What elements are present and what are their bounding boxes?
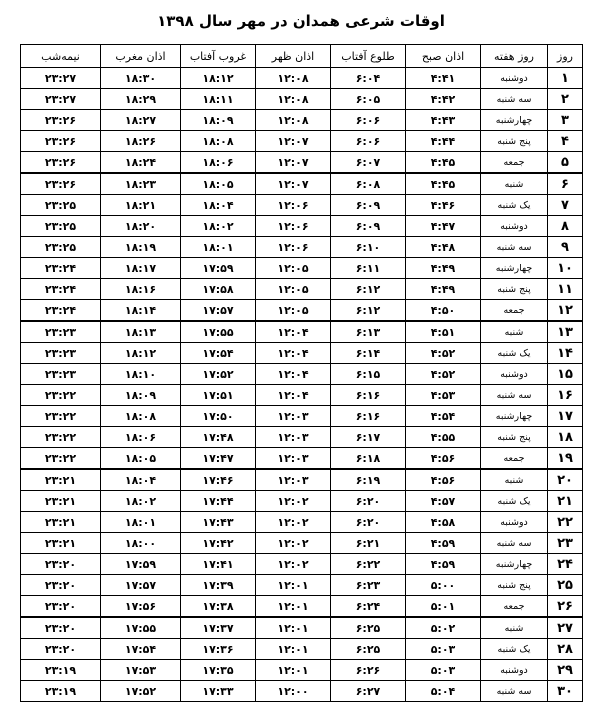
day-cell: ۳۰: [548, 681, 583, 702]
dhuhr-cell: ۱۲:۰۴: [256, 364, 331, 385]
midnight-cell: ۲۳:۲۴: [21, 258, 101, 279]
dhuhr-cell: ۱۲:۰۴: [256, 385, 331, 406]
fajr-cell: ۴:۴۸: [406, 237, 481, 258]
fajr-cell: ۴:۵۵: [406, 427, 481, 448]
sunset-cell: ۱۷:۵۸: [181, 279, 256, 300]
day-cell: ۱۷: [548, 406, 583, 427]
fajr-cell: ۴:۴۷: [406, 216, 481, 237]
midnight-cell: ۲۳:۲۱: [21, 469, 101, 491]
dhuhr-cell: ۱۲:۰۵: [256, 258, 331, 279]
dhuhr-cell: ۱۲:۰۱: [256, 617, 331, 639]
midnight-cell: ۲۳:۲۰: [21, 596, 101, 618]
dhuhr-cell: ۱۲:۰۲: [256, 491, 331, 512]
weekday-cell: چهارشنبه: [481, 110, 548, 131]
midnight-cell: ۲۳:۲۲: [21, 406, 101, 427]
table-row: [21, 131, 583, 152]
sunrise-cell: ۶:۱۶: [331, 385, 406, 406]
fajr-cell: ۴:۵۲: [406, 343, 481, 364]
sunrise-cell: ۶:۲۱: [331, 533, 406, 554]
sunrise-cell: ۶:۱۷: [331, 427, 406, 448]
weekday-cell: شنبه: [481, 321, 548, 343]
column-header-midnight: نیمه‌شب: [21, 45, 101, 68]
fajr-cell: ۴:۵۳: [406, 385, 481, 406]
weekday-cell: جمعه: [481, 596, 548, 618]
sunset-cell: ۱۸:۰۴: [181, 195, 256, 216]
prayer-times-table: [20, 44, 583, 702]
weekday-cell: جمعه: [481, 448, 548, 470]
midnight-cell: ۲۳:۲۷: [21, 89, 101, 110]
fajr-cell: ۴:۵۷: [406, 491, 481, 512]
table-row: [21, 237, 583, 258]
sunset-cell: ۱۷:۵۹: [181, 258, 256, 279]
fajr-cell: ۴:۵۲: [406, 364, 481, 385]
weekday-cell: دوشنبه: [481, 216, 548, 237]
sunrise-cell: ۶:۰۴: [331, 68, 406, 89]
weekday-cell: دوشنبه: [481, 68, 548, 89]
sunrise-cell: ۶:۱۰: [331, 237, 406, 258]
maghrib-cell: ۱۸:۰۴: [101, 469, 181, 491]
day-cell: ۶: [548, 173, 583, 195]
day-cell: ۱۵: [548, 364, 583, 385]
table-row: [21, 681, 583, 702]
table-body: [21, 68, 583, 702]
table-row: [21, 596, 583, 618]
maghrib-cell: ۱۸:۲۱: [101, 195, 181, 216]
day-cell: ۵: [548, 152, 583, 174]
day-cell: ۱۹: [548, 448, 583, 470]
fajr-cell: ۵:۰۲: [406, 617, 481, 639]
maghrib-cell: ۱۸:۲۶: [101, 131, 181, 152]
table-row: [21, 152, 583, 174]
midnight-cell: ۲۳:۲۰: [21, 617, 101, 639]
dhuhr-cell: ۱۲:۰۴: [256, 343, 331, 364]
maghrib-cell: ۱۸:۱۹: [101, 237, 181, 258]
fajr-cell: ۴:۵۶: [406, 448, 481, 470]
column-header-maghrib: اذان مغرب: [101, 45, 181, 68]
sunset-cell: ۱۷:۴۲: [181, 533, 256, 554]
day-cell: ۲۳: [548, 533, 583, 554]
sunrise-cell: ۶:۱۹: [331, 469, 406, 491]
maghrib-cell: ۱۸:۰۹: [101, 385, 181, 406]
fajr-cell: ۴:۴۳: [406, 110, 481, 131]
fajr-cell: ۵:۰۳: [406, 660, 481, 681]
weekday-cell: چهارشنبه: [481, 554, 548, 575]
weekday-cell: دوشنبه: [481, 512, 548, 533]
sunset-cell: ۱۸:۰۸: [181, 131, 256, 152]
sunrise-cell: ۶:۱۲: [331, 279, 406, 300]
weekday-cell: پنج شنبه: [481, 131, 548, 152]
table-row: [21, 660, 583, 681]
weekday-cell: چهارشنبه: [481, 406, 548, 427]
day-cell: ۷: [548, 195, 583, 216]
fajr-cell: ۴:۵۴: [406, 406, 481, 427]
sunset-cell: ۱۷:۵۵: [181, 321, 256, 343]
dhuhr-cell: ۱۲:۰۸: [256, 68, 331, 89]
table-row: [21, 639, 583, 660]
fajr-cell: ۴:۵۹: [406, 533, 481, 554]
maghrib-cell: ۱۷:۵۷: [101, 575, 181, 596]
sunrise-cell: ۶:۰۶: [331, 131, 406, 152]
day-cell: ۱۰: [548, 258, 583, 279]
sunset-cell: ۱۸:۰۹: [181, 110, 256, 131]
weekday-cell: یک شنبه: [481, 195, 548, 216]
weekday-cell: شنبه: [481, 173, 548, 195]
day-cell: ۱۶: [548, 385, 583, 406]
maghrib-cell: ۱۸:۱۴: [101, 300, 181, 322]
sunrise-cell: ۶:۲۵: [331, 617, 406, 639]
dhuhr-cell: ۱۲:۰۷: [256, 173, 331, 195]
fajr-cell: ۴:۴۴: [406, 131, 481, 152]
maghrib-cell: ۱۸:۰۶: [101, 427, 181, 448]
dhuhr-cell: ۱۲:۰۱: [256, 639, 331, 660]
dhuhr-cell: ۱۲:۰۲: [256, 533, 331, 554]
midnight-cell: ۲۳:۲۳: [21, 343, 101, 364]
day-cell: ۲۲: [548, 512, 583, 533]
table-row: [21, 110, 583, 131]
table-row: [21, 533, 583, 554]
sunrise-cell: ۶:۲۴: [331, 596, 406, 618]
maghrib-cell: ۱۸:۱۳: [101, 321, 181, 343]
sunset-cell: ۱۷:۴۳: [181, 512, 256, 533]
maghrib-cell: ۱۷:۵۲: [101, 681, 181, 702]
day-cell: ۲۸: [548, 639, 583, 660]
weekday-cell: دوشنبه: [481, 660, 548, 681]
fajr-cell: ۴:۴۶: [406, 195, 481, 216]
sunset-cell: ۱۷:۴۱: [181, 554, 256, 575]
sunrise-cell: ۶:۰۶: [331, 110, 406, 131]
day-cell: ۲۱: [548, 491, 583, 512]
day-cell: ۳: [548, 110, 583, 131]
dhuhr-cell: ۱۲:۰۳: [256, 427, 331, 448]
midnight-cell: ۲۳:۲۶: [21, 131, 101, 152]
dhuhr-cell: ۱۲:۰۵: [256, 279, 331, 300]
fajr-cell: ۴:۴۵: [406, 173, 481, 195]
sunset-cell: ۱۷:۵۰: [181, 406, 256, 427]
midnight-cell: ۲۳:۲۲: [21, 385, 101, 406]
midnight-cell: ۲۳:۲۲: [21, 448, 101, 470]
sunrise-cell: ۶:۰۹: [331, 195, 406, 216]
fajr-cell: ۴:۴۲: [406, 89, 481, 110]
day-cell: ۲۴: [548, 554, 583, 575]
day-cell: ۱۴: [548, 343, 583, 364]
weekday-cell: دوشنبه: [481, 364, 548, 385]
sunrise-cell: ۶:۲۲: [331, 554, 406, 575]
fajr-cell: ۵:۰۴: [406, 681, 481, 702]
midnight-cell: ۲۳:۲۵: [21, 216, 101, 237]
sunrise-cell: ۶:۰۸: [331, 173, 406, 195]
midnight-cell: ۲۳:۲۳: [21, 364, 101, 385]
midnight-cell: ۲۳:۲۷: [21, 68, 101, 89]
day-cell: ۱۱: [548, 279, 583, 300]
sunrise-cell: ۶:۲۳: [331, 575, 406, 596]
table-row: [21, 385, 583, 406]
maghrib-cell: ۱۸:۰۸: [101, 406, 181, 427]
sunset-cell: ۱۸:۰۲: [181, 216, 256, 237]
midnight-cell: ۲۳:۲۳: [21, 321, 101, 343]
weekday-cell: شنبه: [481, 469, 548, 491]
weekday-cell: جمعه: [481, 300, 548, 322]
day-cell: ۲۹: [548, 660, 583, 681]
day-cell: ۲: [548, 89, 583, 110]
sunset-cell: ۱۷:۳۳: [181, 681, 256, 702]
day-cell: ۲۶: [548, 596, 583, 618]
table-row: [21, 364, 583, 385]
dhuhr-cell: ۱۲:۰۷: [256, 152, 331, 174]
dhuhr-cell: ۱۲:۰۶: [256, 216, 331, 237]
sunrise-cell: ۶:۲۶: [331, 660, 406, 681]
weekday-cell: سه شنبه: [481, 533, 548, 554]
sunset-cell: ۱۷:۳۶: [181, 639, 256, 660]
dhuhr-cell: ۱۲:۰۳: [256, 406, 331, 427]
maghrib-cell: ۱۷:۵۵: [101, 617, 181, 639]
sunset-cell: ۱۷:۴۶: [181, 469, 256, 491]
sunset-cell: ۱۸:۰۶: [181, 152, 256, 174]
dhuhr-cell: ۱۲:۰۱: [256, 575, 331, 596]
weekday-cell: چهارشنبه: [481, 258, 548, 279]
column-header-sunset: غروب آفتاب: [181, 45, 256, 68]
midnight-cell: ۲۳:۲۱: [21, 512, 101, 533]
sunrise-cell: ۶:۱۸: [331, 448, 406, 470]
midnight-cell: ۲۳:۲۶: [21, 173, 101, 195]
day-cell: ۲۵: [548, 575, 583, 596]
sunset-cell: ۱۷:۴۴: [181, 491, 256, 512]
dhuhr-cell: ۱۲:۰۳: [256, 448, 331, 470]
fajr-cell: ۴:۴۵: [406, 152, 481, 174]
sunset-cell: ۱۷:۵۱: [181, 385, 256, 406]
maghrib-cell: ۱۸:۱۰: [101, 364, 181, 385]
fajr-cell: ۴:۵۰: [406, 300, 481, 322]
dhuhr-cell: ۱۲:۰۶: [256, 237, 331, 258]
sunset-cell: ۱۷:۳۹: [181, 575, 256, 596]
midnight-cell: ۲۳:۱۹: [21, 681, 101, 702]
sunset-cell: ۱۸:۰۱: [181, 237, 256, 258]
table-row: [21, 406, 583, 427]
maghrib-cell: ۱۸:۲۷: [101, 110, 181, 131]
table-row: [21, 258, 583, 279]
column-header-day: روز: [548, 45, 583, 68]
weekday-cell: یک شنبه: [481, 491, 548, 512]
sunrise-cell: ۶:۱۲: [331, 300, 406, 322]
maghrib-cell: ۱۸:۰۱: [101, 512, 181, 533]
page-title: اوقات شرعی همدان در مهر سال ۱۳۹۸: [157, 12, 445, 30]
maghrib-cell: ۱۸:۲۳: [101, 173, 181, 195]
table-row: [21, 469, 583, 491]
weekday-cell: سه شنبه: [481, 89, 548, 110]
sunrise-cell: ۶:۰۹: [331, 216, 406, 237]
table-row: [21, 195, 583, 216]
maghrib-cell: ۱۷:۵۹: [101, 554, 181, 575]
sunrise-cell: ۶:۲۰: [331, 491, 406, 512]
fajr-cell: ۴:۵۸: [406, 512, 481, 533]
weekday-cell: جمعه: [481, 152, 548, 174]
weekday-cell: یک شنبه: [481, 639, 548, 660]
fajr-cell: ۴:۴۱: [406, 68, 481, 89]
sunrise-cell: ۶:۲۵: [331, 639, 406, 660]
table-row: [21, 575, 583, 596]
fajr-cell: ۴:۴۹: [406, 279, 481, 300]
weekday-cell: سه شنبه: [481, 237, 548, 258]
midnight-cell: ۲۳:۲۱: [21, 533, 101, 554]
dhuhr-cell: ۱۲:۰۸: [256, 89, 331, 110]
table-row: [21, 173, 583, 195]
sunset-cell: ۱۷:۳۵: [181, 660, 256, 681]
fajr-cell: ۴:۵۶: [406, 469, 481, 491]
sunrise-cell: ۶:۱۵: [331, 364, 406, 385]
sunrise-cell: ۶:۲۷: [331, 681, 406, 702]
table-row: [21, 68, 583, 89]
dhuhr-cell: ۱۲:۰۳: [256, 469, 331, 491]
table-row: [21, 427, 583, 448]
maghrib-cell: ۱۷:۵۳: [101, 660, 181, 681]
sunrise-cell: ۶:۰۵: [331, 89, 406, 110]
table-row: [21, 216, 583, 237]
day-cell: ۱۲: [548, 300, 583, 322]
table-row: [21, 617, 583, 639]
weekday-cell: سه شنبه: [481, 385, 548, 406]
maghrib-cell: ۱۸:۱۶: [101, 279, 181, 300]
midnight-cell: ۲۳:۲۶: [21, 152, 101, 174]
sunrise-cell: ۶:۱۶: [331, 406, 406, 427]
header-row: [21, 45, 583, 68]
day-cell: ۴: [548, 131, 583, 152]
table-row: [21, 448, 583, 470]
sunset-cell: ۱۷:۳۸: [181, 596, 256, 618]
weekday-cell: پنج شنبه: [481, 575, 548, 596]
table-row: [21, 554, 583, 575]
dhuhr-cell: ۱۲:۰۰: [256, 681, 331, 702]
sunset-cell: ۱۸:۱۱: [181, 89, 256, 110]
dhuhr-cell: ۱۲:۰۱: [256, 660, 331, 681]
dhuhr-cell: ۱۲:۰۴: [256, 321, 331, 343]
dhuhr-cell: ۱۲:۰۲: [256, 554, 331, 575]
day-cell: ۸: [548, 216, 583, 237]
midnight-cell: ۲۳:۲۵: [21, 237, 101, 258]
table-row: [21, 300, 583, 322]
dhuhr-cell: ۱۲:۰۶: [256, 195, 331, 216]
day-cell: ۱۸: [548, 427, 583, 448]
sunrise-cell: ۶:۱۳: [331, 321, 406, 343]
table-row: [21, 343, 583, 364]
fajr-cell: ۴:۵۱: [406, 321, 481, 343]
midnight-cell: ۲۳:۲۶: [21, 110, 101, 131]
midnight-cell: ۲۳:۲۴: [21, 300, 101, 322]
sunset-cell: ۱۷:۵۲: [181, 364, 256, 385]
midnight-cell: ۲۳:۲۵: [21, 195, 101, 216]
day-cell: ۹: [548, 237, 583, 258]
dhuhr-cell: ۱۲:۰۸: [256, 110, 331, 131]
midnight-cell: ۲۳:۲۰: [21, 639, 101, 660]
column-header-dhuhr: اذان ظهر: [256, 45, 331, 68]
maghrib-cell: ۱۷:۵۴: [101, 639, 181, 660]
midnight-cell: ۲۳:۱۹: [21, 660, 101, 681]
column-header-sunrise: طلوع آفتاب: [331, 45, 406, 68]
sunset-cell: ۱۷:۴۷: [181, 448, 256, 470]
sunset-cell: ۱۷:۵۷: [181, 300, 256, 322]
sunset-cell: ۱۷:۵۴: [181, 343, 256, 364]
dhuhr-cell: ۱۲:۰۷: [256, 131, 331, 152]
midnight-cell: ۲۳:۲۴: [21, 279, 101, 300]
midnight-cell: ۲۳:۲۰: [21, 575, 101, 596]
weekday-cell: یک شنبه: [481, 343, 548, 364]
midnight-cell: ۲۳:۲۲: [21, 427, 101, 448]
weekday-cell: پنج شنبه: [481, 279, 548, 300]
day-cell: ۱: [548, 68, 583, 89]
column-header-weekday: روز هفته: [481, 45, 548, 68]
table-row: [21, 321, 583, 343]
fajr-cell: ۵:۰۳: [406, 639, 481, 660]
sunrise-cell: ۶:۲۰: [331, 512, 406, 533]
sunset-cell: ۱۷:۴۸: [181, 427, 256, 448]
sunset-cell: ۱۸:۰۵: [181, 173, 256, 195]
day-cell: ۲۰: [548, 469, 583, 491]
column-header-fajr: اذان صبح: [406, 45, 481, 68]
sunset-cell: ۱۷:۳۷: [181, 617, 256, 639]
table-row: [21, 512, 583, 533]
midnight-cell: ۲۳:۲۱: [21, 491, 101, 512]
maghrib-cell: ۱۸:۱۷: [101, 258, 181, 279]
maghrib-cell: ۱۸:۰۵: [101, 448, 181, 470]
weekday-cell: سه شنبه: [481, 681, 548, 702]
weekday-cell: شنبه: [481, 617, 548, 639]
sunrise-cell: ۶:۰۷: [331, 152, 406, 174]
fajr-cell: ۴:۵۹: [406, 554, 481, 575]
maghrib-cell: ۱۸:۲۴: [101, 152, 181, 174]
maghrib-cell: ۱۸:۲۹: [101, 89, 181, 110]
sunset-cell: ۱۸:۱۲: [181, 68, 256, 89]
sunrise-cell: ۶:۱۴: [331, 343, 406, 364]
fajr-cell: ۴:۴۹: [406, 258, 481, 279]
sunrise-cell: ۶:۱۱: [331, 258, 406, 279]
maghrib-cell: ۱۸:۰۲: [101, 491, 181, 512]
dhuhr-cell: ۱۲:۰۲: [256, 512, 331, 533]
weekday-cell: پنج شنبه: [481, 427, 548, 448]
day-cell: ۲۷: [548, 617, 583, 639]
table-row: [21, 89, 583, 110]
maghrib-cell: ۱۸:۱۲: [101, 343, 181, 364]
maghrib-cell: ۱۸:۲۰: [101, 216, 181, 237]
dhuhr-cell: ۱۲:۰۵: [256, 300, 331, 322]
maghrib-cell: ۱۸:۳۰: [101, 68, 181, 89]
maghrib-cell: ۱۸:۰۰: [101, 533, 181, 554]
table-row: [21, 279, 583, 300]
table-row: [21, 491, 583, 512]
fajr-cell: ۵:۰۱: [406, 596, 481, 618]
day-cell: ۱۳: [548, 321, 583, 343]
midnight-cell: ۲۳:۲۰: [21, 554, 101, 575]
maghrib-cell: ۱۷:۵۶: [101, 596, 181, 618]
dhuhr-cell: ۱۲:۰۱: [256, 596, 331, 618]
fajr-cell: ۵:۰۰: [406, 575, 481, 596]
